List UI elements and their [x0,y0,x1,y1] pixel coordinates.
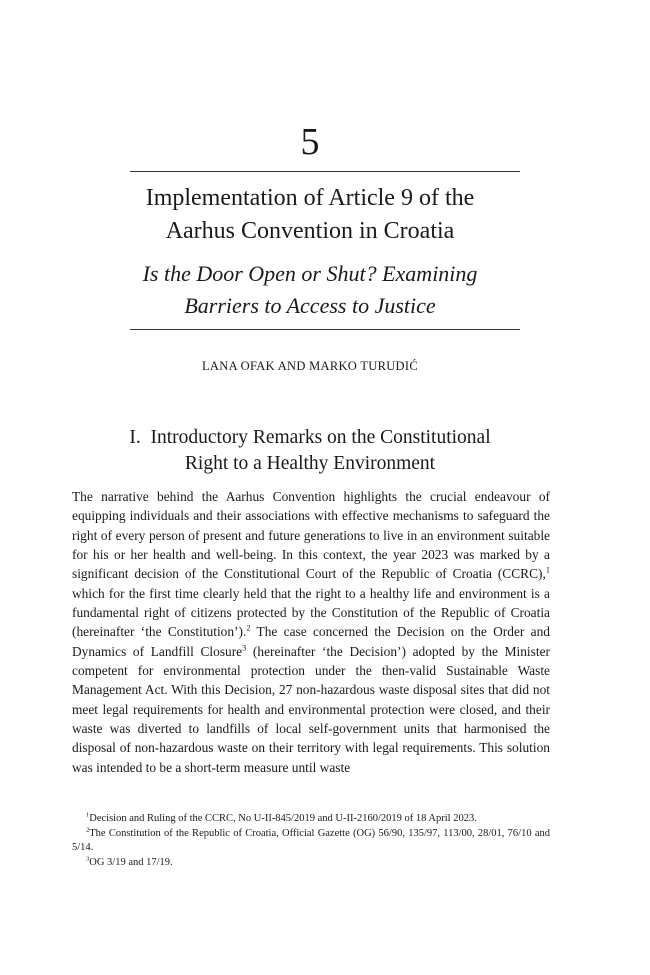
chapter-subtitle-line-1: Is the Door Open or Shut? Examining [142,261,478,286]
footnote-text: OG 3/19 and 17/19. [89,856,173,868]
section-heading-line-1: I. Introductory Remarks on the Constitutional [129,427,491,448]
bottom-rule [130,329,520,330]
footnote-number: 1 [86,811,90,819]
footnotes [72,812,550,870]
body-text-part-3: The case concerned the Decision on the Order and Dynamics of Landfill Closure [72,624,550,659]
footnote-number: 2 [86,826,90,833]
chapter-title-line-1: Implementation of Article 9 of the [145,185,475,211]
footnote-text: The Constitution of the Republic of Croatia, Official Gazette (OG) 56/90, 135/97, 113/00, 28/01, 76/10 and 5/14. [72,827,550,853]
footnote-ref-2[interactable]: 2 [246,623,251,633]
footnote [72,856,550,871]
footnote-ref-3[interactable]: 3 [242,643,247,653]
footnote-text: Decision and Ruling of the CCRC, No U-II-845/2019 and U-II-2160/2019 of 18 April 2023. [89,813,477,824]
chapter-title-line-2: Aarhus Convention in Croatia [165,218,455,244]
section-heading [80,425,540,477]
section-heading-line-2: Right to a Healthy Environment [184,453,436,474]
footnote-ref-1[interactable]: 1 [545,565,550,575]
chapter-number: 5 [300,121,320,163]
footnote [72,827,550,856]
footnote [72,812,550,827]
body-text-part-1: The narrative behind the Aarhus Convention highlights the crucial endeavour of equipping individuals and their associations with effective mechanisms to safeguard the right of every person of present and future generations to live in an environment suitable for his or her health and well-being. In this context, the year 2023 was marked by a significant decision of the Constitutional Court of the Republic of Croatia (CCRC), [72,489,550,582]
top-rule [130,171,520,172]
footnote-number: 3 [86,855,90,862]
chapter-subtitle-line-2: Barriers to Access to Justice [184,293,436,318]
body-paragraph [72,487,550,777]
chapter-authors: LANA OFAK AND MARKO TURUDIĆ [202,359,418,373]
body-text-part-4: (hereinafter ‘the Decision’) adopted by the Minister competent for environmental protection under the then-valid Sustainable Waste Management Act. With this Decision, 27 non-hazardous waste disposal sites that did not meet legal requirements for health and environmental protection were closed, and their waste was diverted to landfills of local self-government units that harmonised the disposal of non-hazardous waste on their territory with legal requirements. This solution was intended to be a short-term measure until waste [72,643,550,775]
chapter-title [100,182,520,248]
body-text-part-2: which for the first time clearly held that the right to a healthy life and environment is a fundamental right of citizens protected by the Constitution of the Republic of Croatia (hereinafter ‘the Constitution’). [72,585,550,640]
chapter-subtitle [100,258,520,322]
